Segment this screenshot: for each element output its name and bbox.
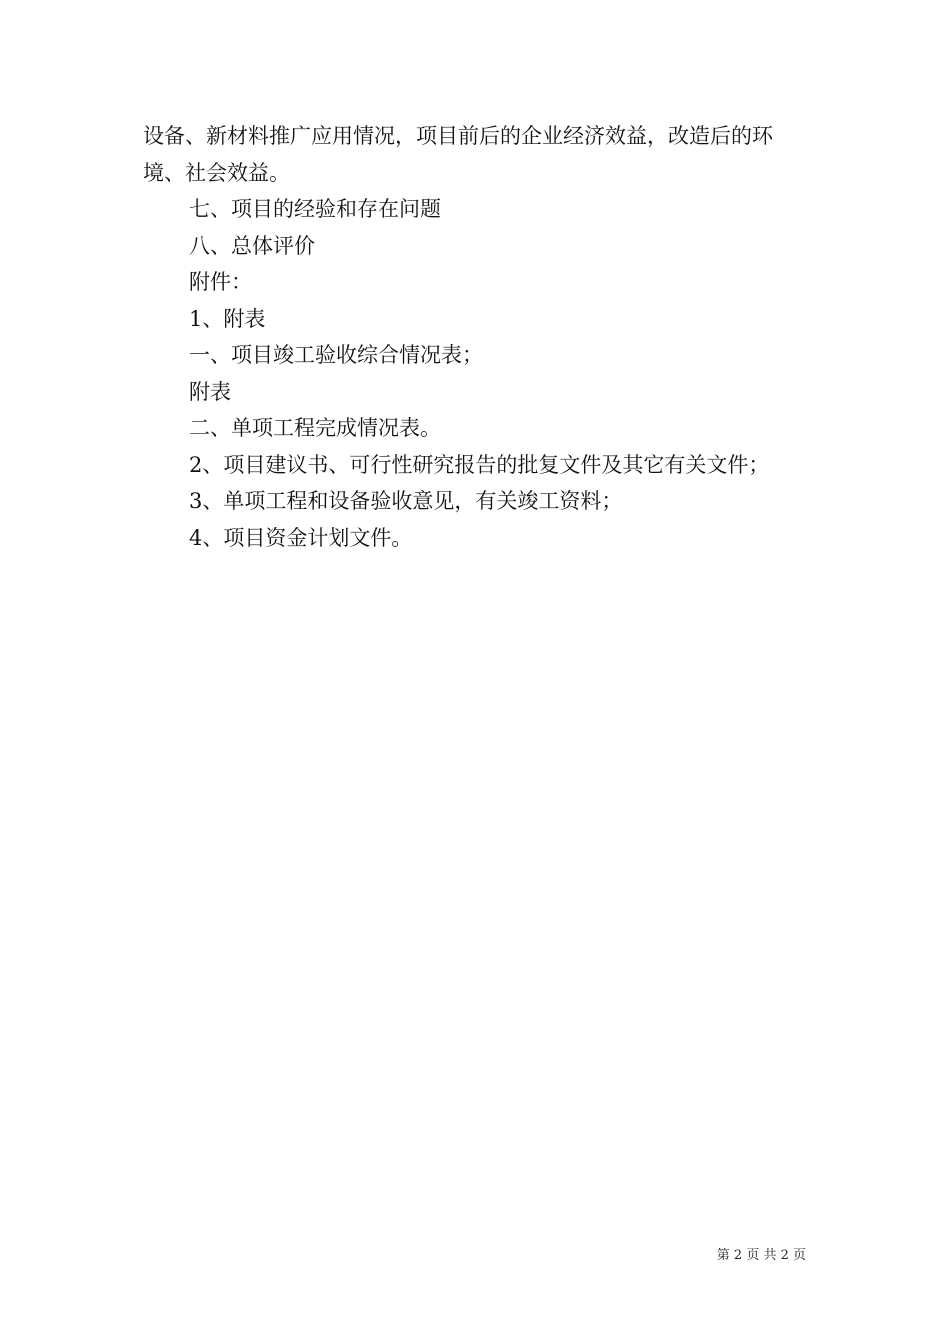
attachment-subitem-2: 二、单项工程完成情况表。 [189, 416, 441, 440]
section-heading-evaluation: 八、总体评价 [189, 233, 315, 258]
attachments-heading: 附件： [189, 270, 252, 294]
document-body [143, 118, 813, 556]
attachment-item-2: 2、项目建议书、可行性研究报告的批复文件及其它有关文件； [189, 452, 770, 477]
page-number-footer: 第 2 页 共 2 页 [716, 1248, 806, 1263]
attachment-table-label: 附表 [189, 379, 231, 404]
attachment-item-1: 1、附表 [189, 306, 266, 331]
attachment-item-4: 4、项目资金计划文件。 [189, 525, 413, 550]
attachment-item-3: 3、单项工程和设备验收意见，有关竣工资料； [189, 489, 623, 513]
paragraph-benefits: 设备、新材料推广应用情况，项目前后的企业经济效益，改造后的环境、社会效益。 [143, 124, 773, 185]
attachment-subitem-1: 一、项目竣工验收综合情况表； [189, 343, 483, 367]
section-heading-experience: 七、项目的经验和存在问题 [189, 197, 441, 221]
